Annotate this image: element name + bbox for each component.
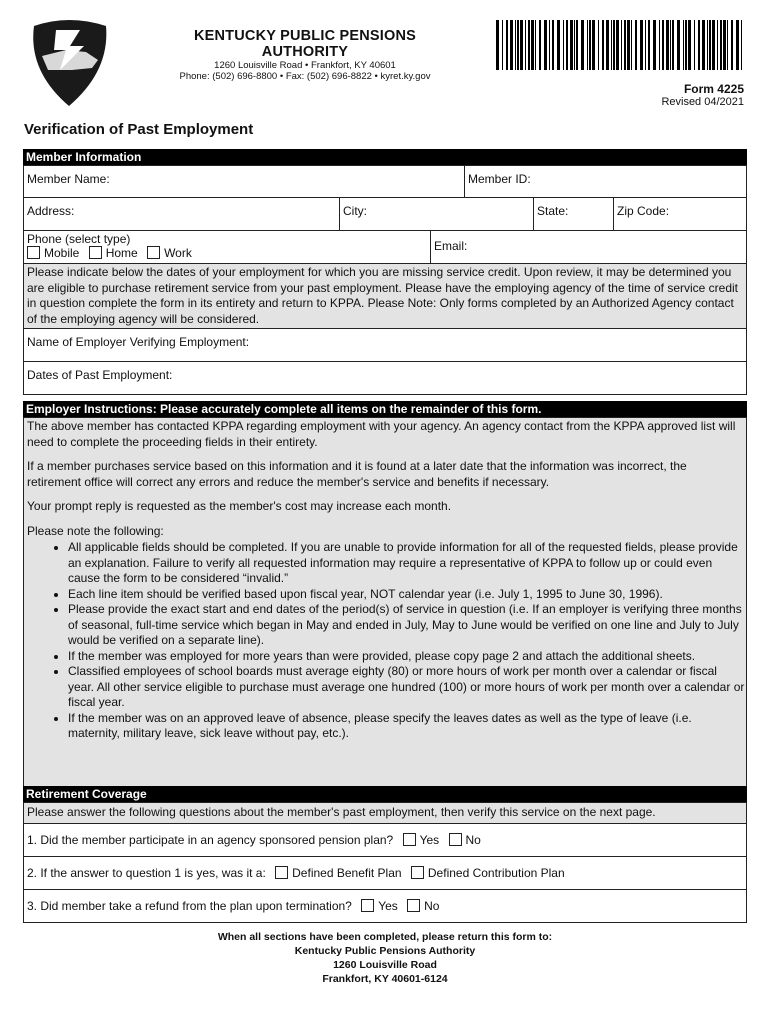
instructions-paragraph-2: If a member purchases service based on this information and it is found at a later date that the information was incorrect, the retirement office will correct any errors and reduce the member's service and benefits if necessary. — [27, 459, 687, 489]
member-instructions-text: Please indicate below the dates of your employment for which you are missing service credit. Upon review, it may be determined you are eligible to purchase retirement service from your past employment. Please have the employing agency of the time of service credit in question complete the form in its entirety and return to KPPA. Please Note: Only forms completed by an Authorized Agency contact of the employing agency will be considered. — [27, 265, 739, 326]
organization-block — [150, 28, 460, 82]
list-item: • Each line item should be verified based upon fiscal year, NOT calendar year (i.e. July 1, 1995 to June 30, 1996). — [68, 587, 746, 603]
form-number-block — [661, 82, 744, 108]
organization-name: KENTUCKY PUBLIC PENSIONS AUTHORITY — [193, 28, 417, 60]
instructions-bullet-list — [68, 540, 746, 742]
list-item: • All applicable fields should be completed. If you are unable to provide information for all of the requested fields, please provide an explanation. Failure to verify all requested information may require a representative of KPPA to follow up or could even cause the form to be considered “invalid.” — [68, 540, 746, 587]
section-heading: Member Information — [23, 149, 747, 165]
defined-contribution-label: Defined Contribution Plan — [427, 865, 565, 880]
instructions-paragraph-3: Your prompt reply is requested as the member's cost may increase each month. — [27, 499, 452, 513]
kentucky-shield-logo-icon — [26, 16, 112, 108]
retirement-intro-text: Please answer the following questions about the member's past employment, then verify this service on the next page. — [27, 805, 656, 819]
list-item: • If the member was on an approved leave of absence, please specify the leaves dates as well as the type of leave (i.e. maternity, military leave, sick leave without pay, etc.). — [68, 711, 746, 742]
footer-line: Frankfort, KY 40601-6124 — [322, 973, 448, 985]
state-field[interactable]: State: — [534, 198, 614, 230]
question-3 — [24, 890, 746, 922]
city-field[interactable]: City: — [340, 198, 534, 230]
member-id-field[interactable]: Member ID: — [468, 172, 531, 186]
footer-line: Kentucky Public Pensions Authority — [294, 945, 476, 957]
q1-yes-label: Yes — [419, 832, 440, 847]
member-name-field[interactable]: Member Name: — [24, 166, 465, 197]
q3-no-checkbox[interactable] — [407, 899, 420, 912]
section-heading: Retirement Coverage — [23, 786, 747, 802]
organization-address: 1260 Louisville Road • Frankfort, KY 40601 — [214, 60, 396, 71]
q1-no-checkbox[interactable] — [449, 833, 462, 846]
list-item: • Classified employees of school boards must average eighty (80) or more hours of work per month over a calendar or fiscal year. All other service eligible to purchase must average one hundred (100) or more hours of work per month over a calendar or fiscal year. — [68, 664, 746, 711]
question-2-text: 2. If the answer to question 1 is yes, was it a: — [27, 865, 266, 880]
instructions-paragraph-1: The above member has contacted KPPA regarding employment with your agency. An agency contact from the KPPA approved list will need to complete the proceeding fields in their entirety. — [27, 419, 736, 449]
page-header — [0, 0, 770, 120]
email-field[interactable]: Email: — [434, 239, 468, 253]
footer-line: 1260 Louisville Road — [333, 959, 437, 971]
instructions-paragraph-4: Please note the following: — [27, 523, 164, 538]
defined-benefit-label: Defined Benefit Plan — [292, 865, 402, 880]
work-label: Work — [164, 246, 192, 260]
revision-date: Revised 04/2021 — [661, 96, 744, 108]
q3-no-label: No — [424, 898, 440, 913]
employer-instructions-section — [23, 401, 747, 791]
mobile-checkbox[interactable] — [27, 246, 40, 259]
barcode-icon — [496, 20, 746, 70]
retirement-coverage-section — [23, 786, 747, 923]
q1-yes-checkbox[interactable] — [403, 833, 416, 846]
defined-contribution-checkbox[interactable] — [411, 866, 424, 879]
defined-benefit-checkbox[interactable] — [275, 866, 288, 879]
list-item: • Please provide the exact start and end dates of the period(s) of service in question (i.e. If an employer is verifying three months of seasonal, full-time service which began in May and ended in July, May to June would be verified on one line and July to July would be verified on a separate line). — [68, 602, 746, 649]
q3-yes-checkbox[interactable] — [361, 899, 374, 912]
home-label: Home — [105, 246, 138, 260]
work-checkbox[interactable] — [147, 246, 160, 259]
footer-line: When all sections have been completed, please return this form to: — [217, 931, 553, 943]
employer-name-field[interactable]: Name of Employer Verifying Employment: — [27, 335, 250, 349]
question-3-text: 3. Did member take a refund from the plan upon termination? — [27, 898, 352, 913]
question-1-text: 1. Did the member participate in an agency sponsored pension plan? — [27, 832, 394, 847]
question-2 — [24, 857, 746, 889]
question-1 — [24, 824, 746, 856]
organization-contact: Phone: (502) 696-8800 • Fax: (502) 696-8822 • kyret.ky.gov — [179, 71, 431, 82]
mobile-label: Mobile — [44, 246, 80, 260]
zip-code-field[interactable]: Zip Code: — [617, 204, 670, 218]
form-number: Form 4225 — [683, 82, 744, 96]
member-information-section — [23, 149, 747, 395]
phone-label: Phone (select type) — [27, 232, 131, 246]
section-heading: Employer Instructions: Please accurately complete all items on the remainder of this form. — [23, 401, 747, 417]
phone-type-group — [24, 231, 431, 263]
document-title: Verification of Past Employment — [24, 121, 254, 138]
past-employment-dates-field[interactable]: Dates of Past Employment: — [27, 368, 173, 382]
return-instructions — [0, 930, 770, 986]
home-checkbox[interactable] — [89, 246, 102, 259]
q3-yes-label: Yes — [378, 898, 398, 913]
q1-no-label: No — [465, 832, 481, 847]
address-field[interactable]: Address: — [24, 198, 340, 230]
list-item: • If the member was employed for more years than were provided, please copy page 2 and attach the additional sheets. — [68, 649, 746, 665]
